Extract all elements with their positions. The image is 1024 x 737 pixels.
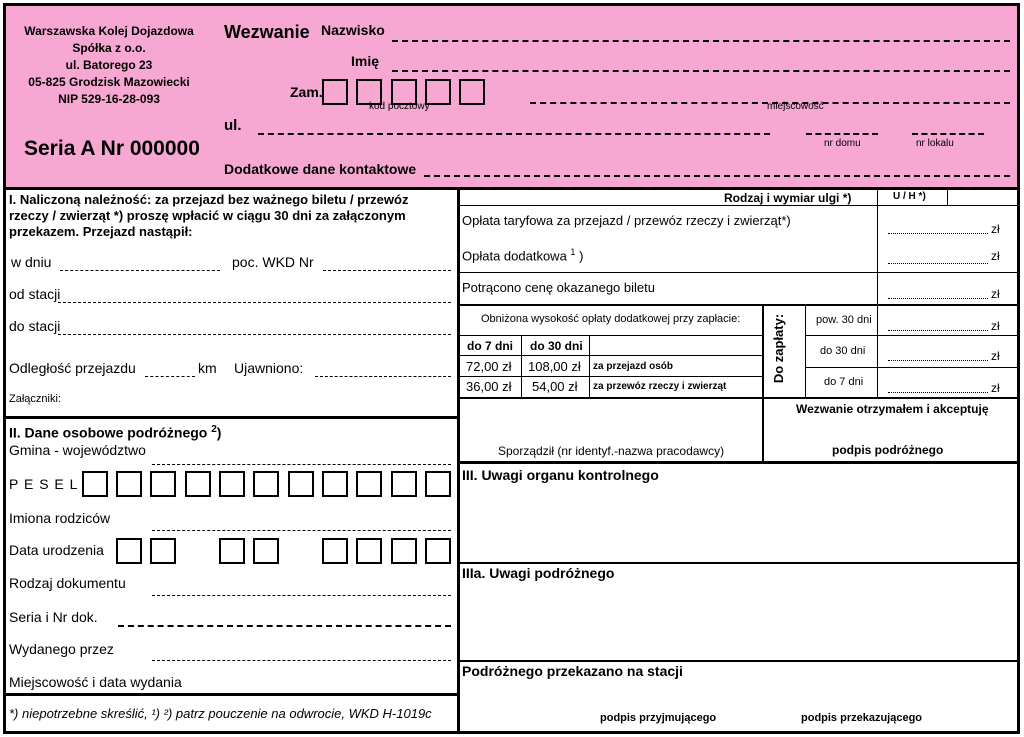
company-street: ul. Batorego 23 [65, 58, 153, 72]
col-30-days: do 30 dni [530, 339, 583, 353]
row2-label: za przewóz rzeczy i zwierząt [593, 381, 727, 392]
reduced-table-top [458, 335, 763, 336]
surname-field[interactable] [392, 40, 1010, 42]
reduced-row-divider [458, 376, 763, 377]
birth-day-1[interactable] [116, 538, 142, 564]
row2-7-days: 36,00 zł [466, 379, 512, 394]
pesel-digit-2[interactable] [116, 471, 142, 497]
pesel-digit-4[interactable] [185, 471, 211, 497]
pesel-digit-3[interactable] [150, 471, 176, 497]
header-divider [3, 187, 1020, 190]
footnote: *) niepotrzebne skreślić, ¹) ²) patrz pouczenie na odwrocie, WKD H-1019c [9, 706, 432, 721]
section1-title-line-1: I. Naliczoną należność: za przejazd bez ważnego biletu / przewóz [9, 192, 409, 207]
section2-title-text: II. Dane osobowe podróżnego [9, 424, 208, 441]
town-caption: miejscowość [767, 101, 824, 112]
reduced-col-2 [589, 336, 590, 397]
row2-30-days: 54,00 zł [532, 379, 578, 394]
over-30-days-currency: zł [991, 319, 1000, 333]
from-station-field[interactable] [58, 302, 451, 303]
company-city: 05-825 Grodzisk Mazowiecki [28, 75, 190, 89]
pesel-label: P E S E L [9, 476, 79, 492]
reduced-header-bottom [458, 355, 763, 356]
pesel-digit-6[interactable] [253, 471, 279, 497]
commune-label: Gmina - województwo [9, 442, 146, 458]
street-label: ul. [224, 117, 242, 134]
upto-7-days-currency: zł [991, 381, 1000, 395]
reduced-fee-title: Obniżona wysokość opłaty dodatkowej przy zapłacie: [481, 313, 741, 325]
reduced-col-1 [521, 336, 522, 397]
to-station-field[interactable] [58, 334, 451, 335]
pesel-digit-11[interactable] [425, 471, 451, 497]
receiver-signature-label: podpis przyjmującego [600, 712, 717, 724]
deducted-label: Potrącono cenę okazanego biletu [462, 280, 655, 295]
extra-fee-amount-field[interactable] [888, 263, 988, 264]
birth-month-1[interactable] [219, 538, 245, 564]
revealed-label: Ujawniono: [234, 360, 304, 376]
house-number-field[interactable] [806, 133, 878, 135]
deducted-amount-field[interactable] [888, 298, 988, 299]
flat-number-caption: nr lokalu [916, 138, 954, 149]
fees-table-divider [458, 304, 1018, 306]
section3-title: III. Uwagi organu kontrolnego [462, 467, 659, 483]
handover-title: Podróżnego przekazano na stacji [462, 663, 683, 679]
to-pay-amount-divider [877, 305, 878, 397]
issued-by-doc-label: Wydanego przez [9, 641, 114, 657]
over-30-days-amount[interactable] [888, 330, 988, 331]
pesel-digit-8[interactable] [322, 471, 348, 497]
over-30-days-label: pow. 30 dni [816, 314, 872, 326]
serial-number: Seria A Nr 000000 [24, 137, 200, 160]
section3a-bottom [458, 660, 1018, 662]
upto-30-days-currency: zł [991, 349, 1000, 363]
tariff-amount-field[interactable] [888, 233, 988, 234]
section2-title-tail: ) [216, 424, 222, 441]
street-field[interactable] [258, 133, 770, 135]
issued-by-doc-field[interactable] [152, 660, 451, 661]
doc-type-label: Rodzaj dokumentu [9, 575, 126, 591]
km-unit: km [198, 360, 217, 376]
accepted-label: Wezwanie otrzymałem i akceptuję [796, 402, 989, 416]
extra-fee-label [462, 247, 583, 263]
upto-7-days-amount[interactable] [888, 392, 988, 393]
section3a-title: IIIa. Uwagi podróżnego [462, 565, 615, 581]
birth-day-2[interactable] [150, 538, 176, 564]
revealed-field[interactable] [315, 376, 451, 377]
discount-label: Rodzaj i wymiar ulgi *) [724, 191, 852, 205]
section1-title-line-2: rzeczy / zwierząt *) proszę wpłacić w ciągu 30 dni za załączonym [9, 208, 406, 223]
doc-type-field[interactable] [152, 595, 451, 596]
pesel-digit-10[interactable] [391, 471, 417, 497]
name-label: Imię [351, 53, 380, 69]
footnote-1-marker: 1 [570, 247, 576, 257]
birth-year-4[interactable] [425, 538, 451, 564]
discount-divider [877, 188, 878, 206]
company-form: Spółka z o.o. [72, 41, 146, 55]
signature-row-top [458, 397, 1018, 399]
trip-date-field[interactable] [60, 270, 220, 271]
section3-bottom [458, 562, 1018, 564]
section3-top [458, 461, 1018, 464]
pesel-digit-5[interactable] [219, 471, 245, 497]
uh-label: U / H *) [893, 191, 926, 202]
contact-field[interactable] [424, 175, 1010, 177]
pesel-digit-9[interactable] [356, 471, 382, 497]
upto-30-days-amount[interactable] [888, 360, 988, 361]
birth-year-1[interactable] [322, 538, 348, 564]
contact-label: Dodatkowe dane kontaktowe [224, 161, 417, 177]
discount-row-bottom [458, 205, 1018, 206]
section1-title-line-3: przekazem. Przejazd nastąpił: [9, 224, 193, 239]
tariff-currency: zł [991, 222, 1000, 236]
trip-date-label: w dniu [11, 254, 52, 270]
upto-7-days-label: do 7 dni [824, 376, 864, 388]
issued-by-label: Sporządził (nr identyf.-nazwa pracodawcy) [498, 444, 725, 458]
train-number-label: poc. WKD Nr [232, 254, 314, 270]
to-pay-row-1 [806, 335, 1018, 336]
pesel-digit-7[interactable] [288, 471, 314, 497]
birth-year-3[interactable] [391, 538, 417, 564]
from-station-label: od stacji [9, 286, 61, 302]
section1-bottom [3, 416, 458, 419]
to-pay-label: Do zapłaty: [771, 313, 787, 384]
row1-7-days: 72,00 zł [466, 359, 512, 374]
name-field[interactable] [392, 70, 1010, 72]
commune-field[interactable] [152, 464, 451, 465]
company-nip: NIP 529-16-28-093 [58, 92, 160, 106]
section2-title [9, 424, 221, 441]
traveller-signature-label: podpis podróżnego [832, 443, 944, 457]
pesel-digit-1[interactable] [82, 471, 108, 497]
deducted-currency: zł [991, 287, 1000, 301]
to-station-label: do stacji [9, 318, 61, 334]
deducted-row-top [458, 272, 1018, 273]
to-pay-divider [762, 305, 764, 461]
row1-label: za przejazd osób [593, 361, 674, 372]
amount-column-divider [877, 206, 878, 304]
flat-number-field[interactable] [912, 133, 984, 135]
giver-signature-label: podpis przekazującego [801, 712, 923, 724]
to-pay-row-2 [806, 367, 1018, 368]
company-name: Warszawska Kolej Dojazdowa [24, 24, 194, 38]
extra-fee-label-text: Opłata dodatkowa [462, 248, 567, 264]
postal-code-caption: kod pocztowy [369, 101, 430, 112]
col-7-days: do 7 dni [467, 339, 513, 353]
upto-30-days-label: do 30 dni [820, 345, 866, 357]
extra-fee-label-tail: ) [579, 248, 584, 264]
row1-30-days: 108,00 zł [528, 359, 581, 374]
attachments-label: Załączniki: [9, 393, 61, 405]
parents-field[interactable] [152, 530, 451, 531]
doc-number-field[interactable] [118, 625, 451, 627]
tariff-label: Opłata taryfowa za przejazd / przewóz rzeczy i zwierząt*) [462, 213, 791, 228]
postal-code-digit-5[interactable] [459, 79, 485, 105]
birth-year-2[interactable] [356, 538, 382, 564]
address-label: Zam. [290, 84, 323, 100]
form-title: Wezwanie [224, 22, 310, 42]
distance-field[interactable] [145, 376, 195, 377]
parents-label: Imiona rodziców [9, 510, 111, 526]
place-date-label: Miejscowość i data wydania [9, 674, 182, 690]
birth-month-2[interactable] [253, 538, 279, 564]
surname-label: Nazwisko [321, 22, 385, 38]
to-pay-label-divider [805, 305, 806, 397]
uh-divider [947, 188, 948, 206]
footnote-divider [3, 693, 458, 696]
birth-date-label: Data urodzenia [9, 542, 104, 558]
doc-number-label: Seria i Nr dok. [9, 609, 98, 625]
train-number-field[interactable] [323, 270, 451, 271]
postal-code-digit-1[interactable] [322, 79, 348, 105]
extra-fee-currency: zł [991, 249, 1000, 263]
distance-label: Odległość przejazdu [9, 360, 136, 376]
house-number-caption: nr domu [824, 138, 861, 149]
footnote-2-marker: 2 [211, 424, 217, 435]
